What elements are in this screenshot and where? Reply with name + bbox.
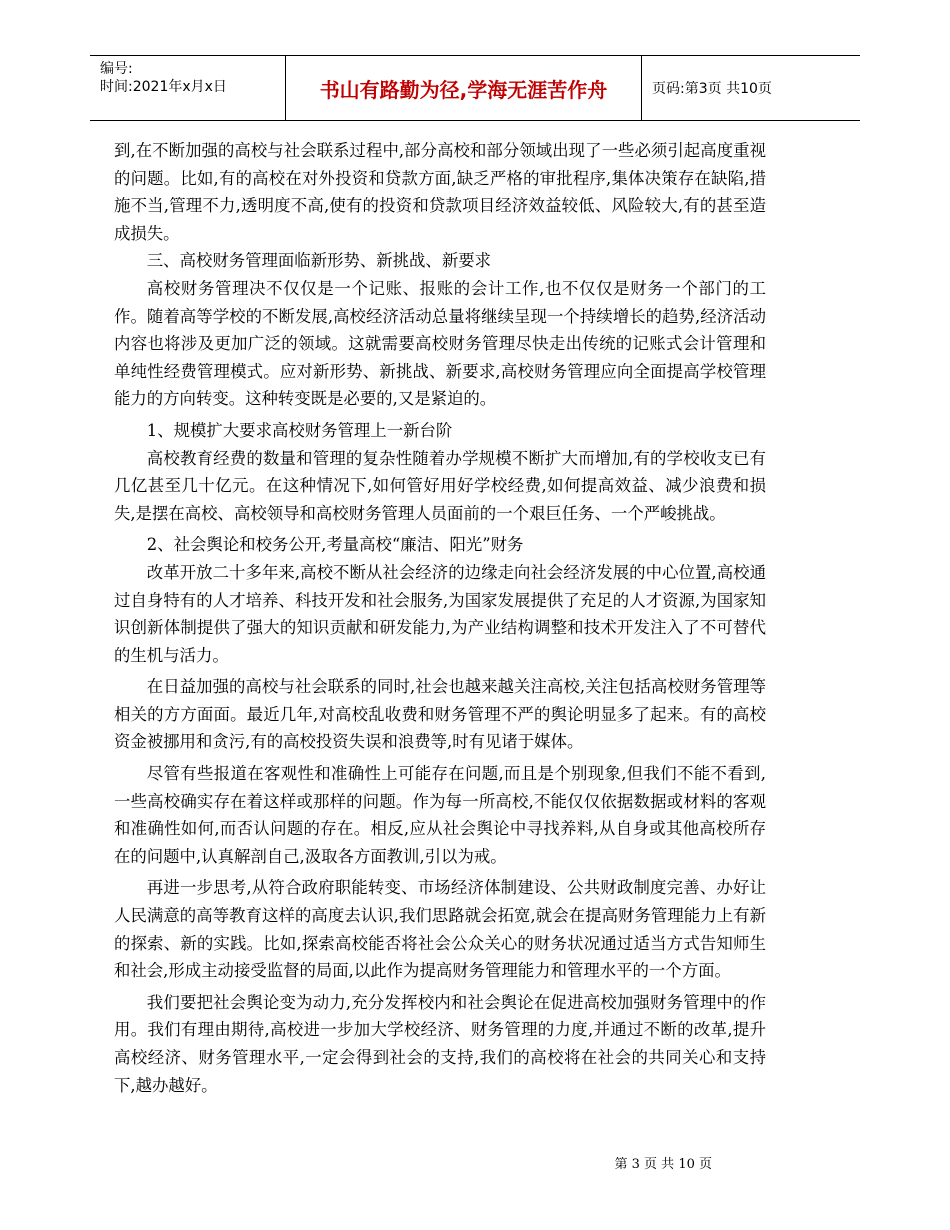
document-body xyxy=(114,137,766,1099)
page-header xyxy=(90,55,860,121)
subsection-heading: 2、社会舆论和校务公开,考量高校“廉洁、阳光”财务 xyxy=(146,535,524,555)
paragraph: 到,在不断加强的高校与社会联系过程中,部分高校和部分领域出现了一些必须引起高度重视的问题。比如,有的高校在对外投资和贷款方面,缺乏严格的审批程序,集体决策存在缺陷,措施不当,管理不力,透明度不高,使有的投资和贷款项目经济效益较低、风险较大,有的甚至造成损失。 xyxy=(114,141,766,243)
paragraph: 在日益加强的高校与社会联系的同时,社会也越来越关注高校,关注包括高校财务管理等相关的方方面面。最近几年,对高校乱收费和财务管理不严的舆论明显多了起来。有的高校资金被挪用和贪污,有的高校投资失误和浪费等,时有见诸于媒体。 xyxy=(114,677,766,752)
paragraph: 我们要把社会舆论变为动力,充分发挥校内和社会舆论在促进高校加强财务管理中的作用。我们有理由期待,高校进一步加大学校经济、财务管理的力度,并通过不断的改革,提升高校经济、财务管理水平,一定会得到社会的支持,我们的高校将在社会的共同关心和支持下,越办越好。 xyxy=(114,992,766,1095)
number-label: 编号: xyxy=(100,61,133,77)
page-footer: 第 3 页 共 10 页 xyxy=(614,1157,712,1172)
subsection-heading: 1、规模扩大要求高校财务管理上一新台阶 xyxy=(146,420,453,440)
paragraph: 改革开放二十多年来,高校不断从社会经济的边缘走向社会经济发展的中心位置,高校通过自身特有的人才培养、科技开发和社会服务,为国家发展提供了充足的人才资源,为国家知识创新体制提供了强大的知识贡献和研发能力,为产业结构调整和技术开发注入了不可替代的生机与活力。 xyxy=(114,562,766,665)
paragraph: 高校财务管理决不仅仅是一个记账、报账的会计工作,也不仅仅是财务一个部门的工作。随着高等学校的不断发展,高校经济活动总量将继续呈现一个持续增长的趋势,经济活动内容也将涉及更加广泛的领域。这就需要高校财务管理尽快走出传统的记账式会计管理和单纯性经费管理模式。应对新形势、新挑战、新要求,高校财务管理应向全面提高学校管理能力的方向转变。这种转变既是必要的,又是紧迫的。 xyxy=(114,278,766,409)
time-label: 时间:2021年x月x日 xyxy=(100,79,227,95)
header-motto: 书山有路勤为径,学海无涯苦作舟 xyxy=(286,56,642,120)
paragraph: 尽管有些报道在客观性和准确性上可能存在问题,而且是个别现象,但我们不能不看到,一些高校确实存在着这样或那样的问题。作为每一所高校,不能仅仅依据数据或材料的客观和准确性如何,而否认问题的存在。相反,应从社会舆论中寻找养料,从自身或其他高校所存在的问题中,认真解剖自己,汲取各方面教训,引以为戒。 xyxy=(114,764,766,866)
paragraph: 高校教育经费的数量和管理的复杂性随着办学规模不断扩大而增加,有的学校收支已有几亿甚至几十亿元。在这种情况下,如何管好用好学校经费,如何提高效益、减少浪费和损失,是摆在高校、高校领导和高校财务管理人员面前的一个艰巨任务、一个严峻挑战。 xyxy=(114,448,766,523)
section-heading: 三、高校财务管理面临新形势、新挑战、新要求 xyxy=(146,251,491,271)
header-page-info: 页码:第3页 共10页 xyxy=(652,81,772,97)
paragraph: 再进一步思考,从符合政府职能转变、市场经济体制建设、公共财政制度完善、办好让人民满意的高等教育这样的高度去认识,我们思路就会拓宽,就会在提高财务管理能力上有新的探索、新的实践。比如,探索高校能否将社会公众关心的财务状况通过适当方式告知师生和社会,形成主动接受监督的局面,以此作为提高财务管理能力和管理水平的一个方面。 xyxy=(114,878,766,981)
header-meta xyxy=(90,56,286,120)
